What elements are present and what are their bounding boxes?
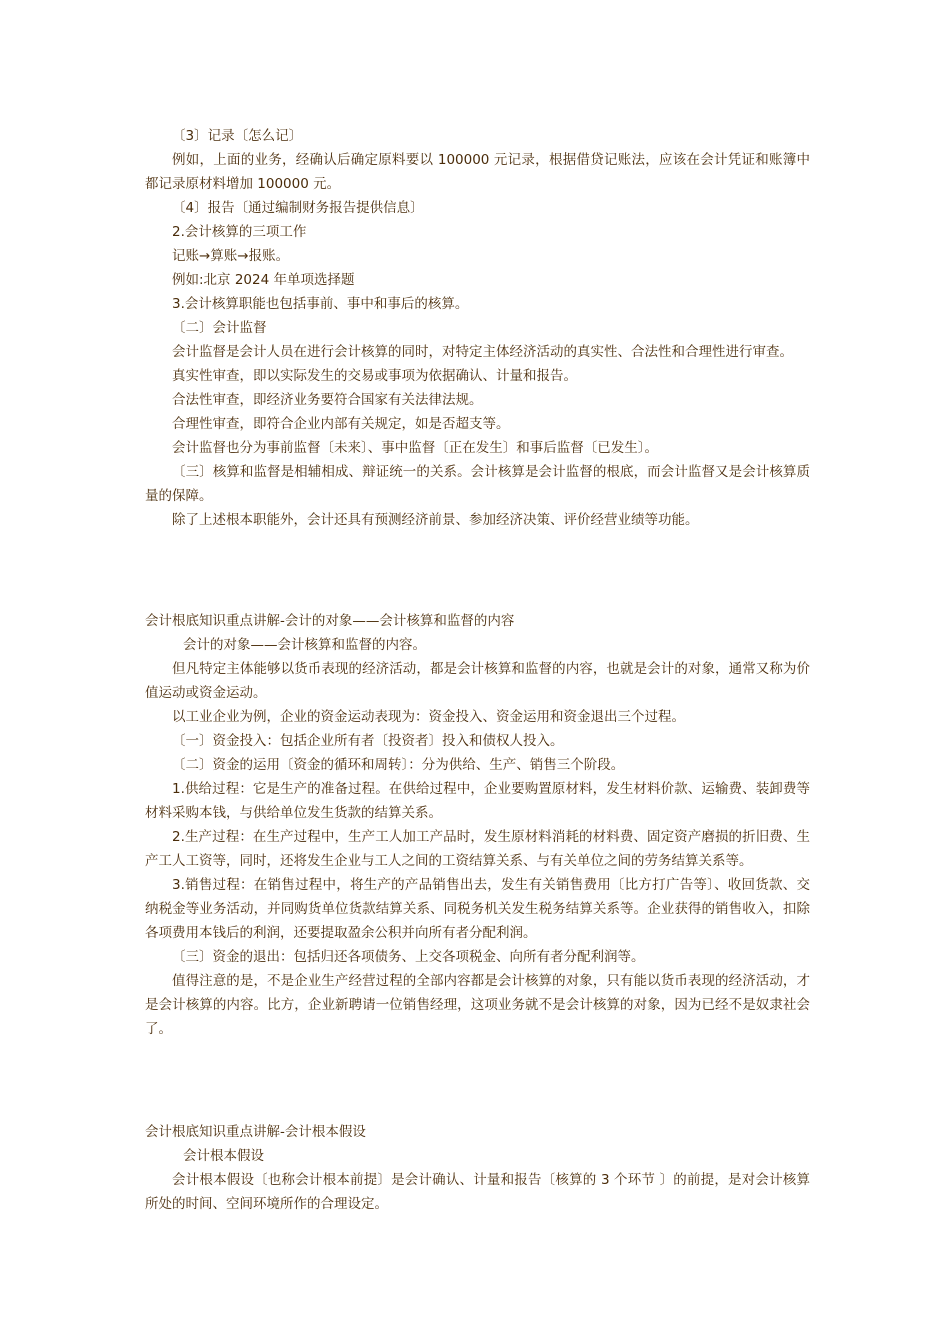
section-heading: 会计根底知识重点讲解-会计的对象——会计核算和监督的内容 bbox=[145, 613, 515, 629]
paragraph: 〔二〕资金的运用〔资金的循环和周转〕：分为供给、生产、销售三个阶段。 bbox=[172, 757, 625, 773]
paragraph: 3.会计核算职能也包括事前、事中和事后的核算。 bbox=[172, 296, 469, 312]
paragraph: 合理性审查，即符合企业内部有关规定，如是否超支等。 bbox=[172, 416, 510, 432]
paragraph: 会计监督也分为事前监督〔未来〕、事中监督〔正在发生〕和事后监督〔已发生〕。 bbox=[172, 440, 658, 456]
section-accounting-object bbox=[145, 609, 810, 1041]
paragraph: 记账→算账→报账。 bbox=[172, 248, 290, 264]
paragraph: 〔一〕资金投入：包括企业所有者〔投资者〕投入和债权人投入。 bbox=[172, 733, 564, 749]
section-accounting-functions bbox=[145, 124, 810, 532]
paragraph: 但凡特定主体能够以货币表现的经济活动，都是会计核算和监督的内容，也就是会计的对象，通常又称为价值运动或资金运动。 bbox=[145, 661, 810, 701]
paragraph: 例如:北京 2024 年单项选择题 bbox=[172, 272, 355, 288]
paragraph: 3.销售过程：在销售过程中，将生产的产品销售出去，发生有关销售费用〔比方打广告等〕、收回货款、交纳税金等业务活动，并同购货单位货款结算关系、同税务机关发生税务结算关系等。企业获得的销售收入，扣除各项费用本钱后的利润，还要提取盈余公积并向所有者分配利润。 bbox=[145, 877, 810, 941]
paragraph: 〔三〕核算和监督是相辅相成、辩证统一的关系。会计核算是会计监督的根底，而会计监督又是会计核算质量的保障。 bbox=[145, 464, 810, 504]
section-basic-assumptions bbox=[145, 1120, 810, 1216]
section-heading: 会计根底知识重点讲解-会计根本假设 bbox=[145, 1124, 366, 1140]
paragraph: 真实性审查，即以实际发生的交易或事项为依据确认、计量和报告。 bbox=[172, 368, 577, 384]
paragraph: 合法性审查，即经济业务要符合国家有关法律法规。 bbox=[172, 392, 483, 408]
paragraph: 1.供给过程：它是生产的准备过程。在供给过程中，企业要购置原材料，发生材料价款、运输费、装卸费等材料采购本钱，与供给单位发生货款的结算关系。 bbox=[145, 781, 810, 821]
paragraph: 〔3〕记录〔怎么记〕 bbox=[172, 128, 303, 144]
paragraph: 除了上述根本职能外，会计还具有预测经济前景、参加经济决策、评价经营业绩等功能。 bbox=[172, 512, 699, 528]
paragraph: 会计根本假设〔也称会计根本前提〕是会计确认、计量和报告〔核算的 3 个环节 〕的前提，是对会计核算所处的时间、空间环境所作的合理设定。 bbox=[145, 1172, 810, 1212]
paragraph: 2.生产过程：在生产过程中，生产工人加工产品时，发生原材料消耗的材料费、固定资产磨损的折旧费、生产工人工资等，同时，还将发生企业与工人之间的工资结算关系、与有关单位之间的劳务结算关系等。 bbox=[145, 829, 810, 869]
paragraph: 以工业企业为例，企业的资金运动表现为：资金投入、资金运用和资金退出三个过程。 bbox=[172, 709, 685, 725]
paragraph: 2.会计核算的三项工作 bbox=[172, 224, 307, 240]
paragraph: 例如，上面的业务，经确认后确定原料要以 100000 元记录，根据借贷记账法，应该在会计凭证和账簿中都记录原材料增加 100000 元。 bbox=[145, 152, 810, 192]
paragraph: 〔三〕资金的退出：包括归还各项债务、上交各项税金、向所有者分配利润等。 bbox=[172, 949, 645, 965]
section-subheading: 会计的对象——会计核算和监督的内容。 bbox=[183, 637, 426, 653]
paragraph: 值得注意的是，不是企业生产经营过程的全部内容都是会计核算的对象，只有能以货币表现的经济活动，才是会计核算的内容。比方，企业新聘请一位销售经理，这项业务就不是会计核算的对象，因为已经不是奴隶社会了。 bbox=[145, 973, 810, 1037]
section-subheading: 会计根本假设 bbox=[183, 1148, 264, 1164]
paragraph: 〔4〕报告〔通过编制财务报告提供信息〕 bbox=[172, 200, 424, 216]
paragraph: 会计监督是会计人员在进行会计核算的同时，对特定主体经济活动的真实性、合法性和合理性进行审查。 bbox=[172, 344, 793, 360]
paragraph: 〔二〕会计监督 bbox=[172, 320, 267, 336]
